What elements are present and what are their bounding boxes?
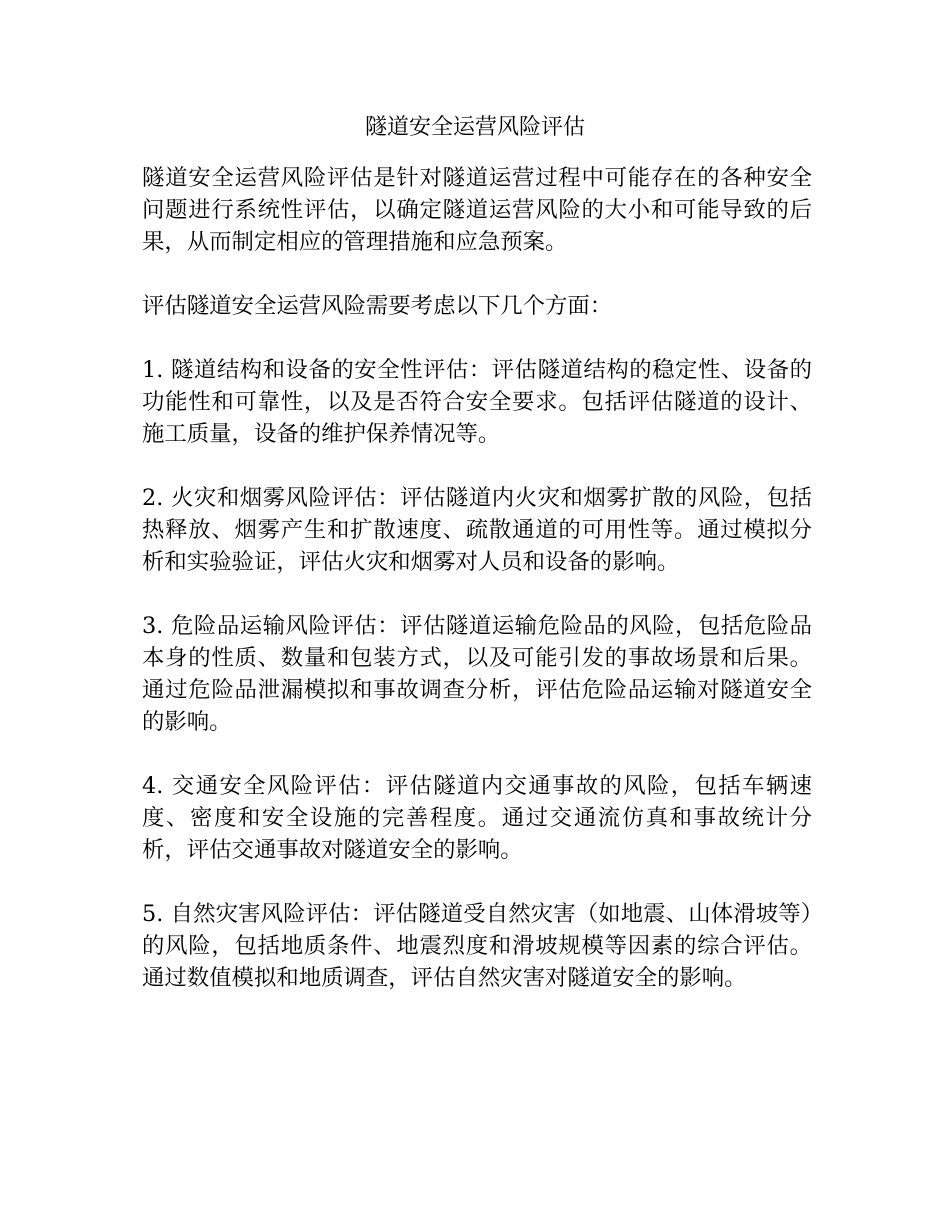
- aspect-fire-smoke-paragraph: 2. 火灾和烟雾风险评估：评估隧道内火灾和烟雾扩散的风险，包括热释放、烟雾产生和扩散速度、疏散通道的可用性等。通过模拟分析和实验验证，评估火灾和烟雾对人员和设备的影响。: [142, 485, 812, 575]
- aspects-lead-paragraph: 评估隧道安全运营风险需要考虑以下几个方面：: [142, 293, 613, 319]
- intro-paragraph: 隧道安全运营风险评估是针对隧道运营过程中可能存在的各种安全问题进行系统性评估，以确定隧道运营风险的大小和可能导致的后果，从而制定相应的管理措施和应急预案。: [142, 165, 812, 255]
- document-title: 隧道安全运营风险评估: [364, 115, 585, 140]
- aspect-natural-disaster-paragraph: 5. 自然灾害风险评估：评估隧道受自然灾害（如地震、山体滑坡等）的风险，包括地质条件、地震烈度和滑坡规模等因素的综合评估。通过数值模拟和地质调查，评估自然灾害对隧道安全的影响。: [142, 901, 812, 991]
- aspect-traffic-paragraph: 4. 交通安全风险评估：评估隧道内交通事故的风险，包括车辆速度、密度和安全设施的完善程度。通过交通流仿真和事故统计分析，评估交通事故对隧道安全的影响。: [142, 773, 812, 863]
- aspect-structure-equipment-paragraph: 1. 隧道结构和设备的安全性评估：评估隧道结构的稳定性、设备的功能性和可靠性，以及是否符合安全要求。包括评估隧道的设计、施工质量，设备的维护保养情况等。: [142, 357, 812, 447]
- document-body: [142, 162, 812, 1026]
- aspect-hazmat-paragraph: 3. 危险品运输风险评估：评估隧道运输危险品的风险，包括危险品本身的性质、数量和包装方式，以及可能引发的事故场景和后果。通过危险品泄漏模拟和事故调查分析，评估危险品运输对隧道安全的影响。: [142, 613, 812, 735]
